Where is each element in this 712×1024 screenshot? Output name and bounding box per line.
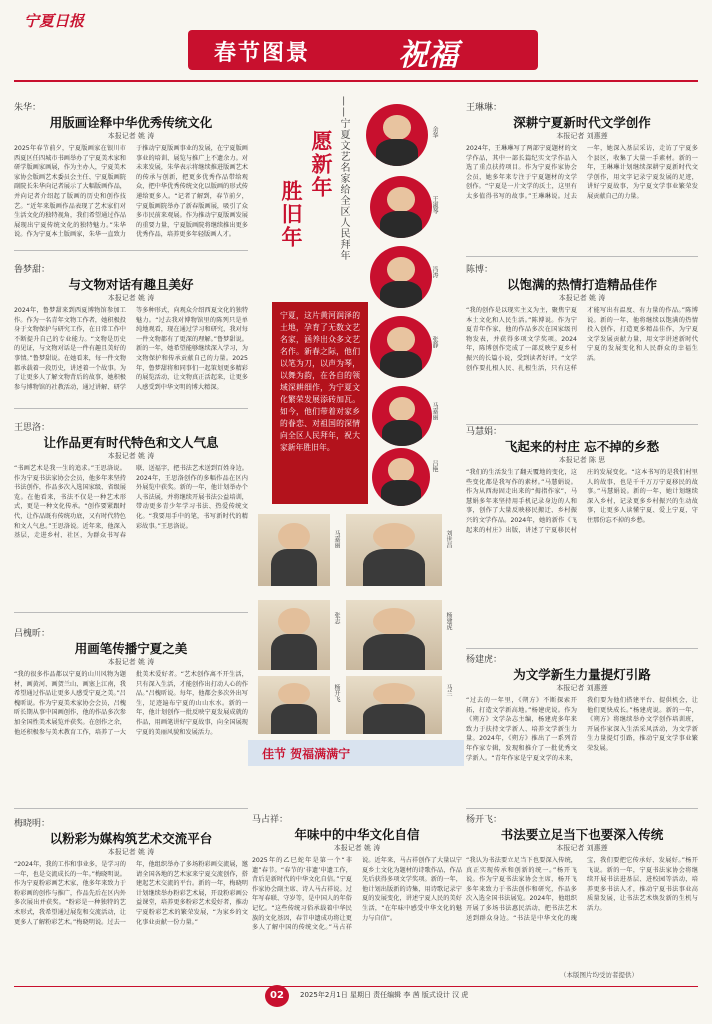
article-author: 陈博： xyxy=(466,265,494,275)
page-number: 02 xyxy=(265,985,289,1007)
footer-rule xyxy=(14,986,698,987)
headline-col-2: 胜旧年 xyxy=(279,180,304,249)
article-byline: 本报记者 刘惠莲 xyxy=(556,132,608,140)
article-author: 马占祥： xyxy=(252,815,289,825)
article-author: 杨开飞： xyxy=(466,815,503,825)
article-title: 年味中的中华文化自信 xyxy=(294,827,420,842)
article-author: 梅晓明： xyxy=(14,819,51,829)
article-byline: 本报记者 姚 涛 xyxy=(333,844,381,852)
article-body: “过去的一年里，《朔方》不断探索开拓，打造文学新高地。”杨建虎说。作为《朔方》文学杂志主编，杨建虎多年来致力于扶持文学新人、培养文学新生力量。2024年，《朔方》推出了一系列青年作家专辑，发现和推介了一批优秀文学新人。“青年作家是宁夏文学的未来，我们要为他们搭建平台、提供机会，让他们更快成长。”杨建虎说。新的一年，《朔方》将继续举办文学创作培训班，开展作家深入生活采风活动，为文学新生力量提灯引路，推动宁夏文学事业繁荣发展。 xyxy=(466,697,698,762)
article-title: 让作品更有时代特色和文人气息 xyxy=(43,435,219,450)
photo-caption: 马嘉丽 xyxy=(333,530,340,548)
article-body: 2025年春节前夕，宁夏版画家在银川市西夏区任四城市书画举办了宁夏美术家和研学版画家画展，作为主办人，宁夏美术家协会版画艺术委员会主任、宁夏版画院副院长朱华向记者展示了大幅版画作品，并向记者介绍起了版画的历史和创作技艺。“近年来版画作品表现了艺术家们对生活文化的独特视角，我们希望通过作品展现出宁夏传统文化的独特魅力。”朱华说。作为宁夏本土版画家，朱华一直致力于推动宁夏版画事业的发展，在宁夏版画事业的培训、展览与推广上不遗余力。对未来发展，朱华表示将继续推进版画艺术的传承与创新，把更多优秀作品带给观众，把中华优秀传统文化以版画的形式传递给更多人。“记者了解到，春节前夕，宁夏版画院举办了新春版画展，吸引了众多市民前来观展。作为推动宁夏版画发展的重要力量，宁夏版画院将继续推出更多优秀作品，培养更多年轻版画人才。 xyxy=(14,145,248,239)
header-rule xyxy=(14,80,698,82)
portrait-circle xyxy=(366,104,428,166)
article-yangjianhu xyxy=(466,652,698,804)
intro-box: 宁夏，这片黄河润泽的土地，孕育了无数文艺名家，涵养出众多文艺名作。新春之际，他们以笔为刀，以声为琴，以舞为韵，在各自的领域深耕细作，为宁夏文化繁荣发展添砖加瓦。如今，他们带着对家乡的眷恋、对祖国的深情向全区人民拜年，祝大家新年胜旧年。 xyxy=(272,302,368,504)
photo-portrait xyxy=(346,514,442,586)
divider xyxy=(466,256,698,257)
article-body: “我认为书法要立足当下也要深入传统，真正实现传承和创新的统一。”杨开飞说。作为宁夏书法家协会主席，杨开飞多年来致力于书法创作和研究，作品多次入选全国书法展览。2024年，他组织开展了多场书法惠民活动，把书法艺术送到群众身边。“书法是中华文化的瑰宝，我们要把它传承好、发展好。”杨开飞说。新的一年，宁夏书法家协会将继续开展书法进基层、进校园等活动，培养更多书法人才，推动宁夏书法事业高质量发展，让书法艺术焕发新的生机与活力。 xyxy=(466,857,698,922)
article-yangkaifei xyxy=(466,812,698,972)
article-mazhanxiang xyxy=(252,812,462,982)
portrait-circle xyxy=(372,448,430,506)
portrait-circle xyxy=(372,386,432,446)
article-lvhuaixin xyxy=(14,626,248,804)
article-author: 吕槐昕： xyxy=(14,629,51,639)
article-title: 用画笔传播宁夏之美 xyxy=(74,641,188,656)
article-author: 杨建虎： xyxy=(466,655,503,665)
photo-caption: 杨开飞 xyxy=(333,684,340,702)
article-title: 深耕宁夏新时代文学创作 xyxy=(513,115,651,130)
article-title: 飞起来的村庄 忘不掉的乡愁 xyxy=(504,439,660,454)
article-wanglinlin xyxy=(466,100,698,252)
footer-info: 2025年2月1日 星期日 责任编辑 李 茜 版式设计 汉 虎 xyxy=(300,991,469,999)
divider xyxy=(466,648,698,649)
article-title: 以饱满的热情打造精品佳作 xyxy=(506,277,657,292)
photo-caption: 杨建虎 xyxy=(445,612,452,630)
article-body: “我们的生活发生了翻天覆地的变化，这些变化都是我写作的素材。”马慧娟说。作为从西海固走出来的“拇指作家”，马慧娟多年来坚持用手机记录身边的人和事，创作了大量反映移民搬迁、乡村振兴的文学作品。2024年，她的新作《飞起来的村庄》出版，讲述了宁夏移民村庄的发展变化。“这本书写的是我们村里人的故事，也是千千万万宁夏移民的故事。”马慧娟说。新的一年，她计划继续深入乡村，记录更多乡村振兴的生动故事，让更多人读懂宁夏、爱上宁夏，守住那份忘不掉的乡愁。 xyxy=(466,469,698,534)
article-meixiaoming xyxy=(14,816,248,982)
article-byline: 本报记者 姚 涛 xyxy=(107,294,155,302)
article-body: “我的创作是以现实主义为主，聚焦宁夏本土文化和人民生活。”陈博说。作为宁夏青年作家，他的作品多次在国家级刊物发表，并获得多项文学奖项。2024年，陈博创作完成了一部反映宁夏乡村振兴的长篇小说，受到读者好评。“文学创作要扎根人民、扎根生活，只有这样才能写出有温度、有力量的作品。”陈博说。新的一年，他将继续以饱满的热情投入创作，打造更多精品佳作，为宁夏文学发展贡献力量，用文字讲述新时代宁夏的发展变化和人民群众的幸福生活。 xyxy=(466,307,698,372)
article-author: 朱华： xyxy=(14,103,42,113)
banner-title: 春节图景 xyxy=(214,40,311,66)
article-author: 马慧娟： xyxy=(466,427,503,437)
photo-caption: 马兰 xyxy=(445,684,452,696)
photo-portrait xyxy=(258,600,330,670)
article-body: “我的很多作品都以宁夏的山川风物为题材，画黄河、画贺兰山、画塞上江南，我希望通过作品让更多人感受宁夏之美。”吕槐昕说。作为宁夏美术家协会会员，吕槐昕长期从事中国画创作，他的作品多次参加全国性美术展览并获奖。在创作之余，他还积极参与美术教育工作，培养了一大批美术爱好者。“艺术创作离不开生活，只有深入生活，才能创作出打动人心的作品。”吕槐昕说。每年，他都会多次外出写生，足迹遍布宁夏的山山水水。新的一年，他计划创作一批反映宁夏发展成就的作品，用画笔讲好宁夏故事，向全国展现宁夏的美丽风貌和发展活力。 xyxy=(14,671,248,736)
article-title: 以粉彩为媒构筑艺术交流平台 xyxy=(49,831,213,846)
portrait-circle xyxy=(370,316,432,378)
article-byline: 本报记者 陈 思 xyxy=(558,456,606,464)
article-body: 2025年的乙巳蛇年是第一个“非遗”春节。“春节的‘非遗’申遗工作，背后是新时代的中华文化自信。”宁夏作家协会副主席、诗人马占祥说。过年写春联、守岁等，是中国人的年俗记忆。“这些传统习俗承载着中华民族的文化基因，春节申遗成功将让更多人了解中国的传统文化。”马占祥说。近年来，马占祥创作了大量以宁夏乡土文化为题材的诗歌作品，作品先后获得多项文学奖项。新的一年，他计划出版新的诗集，用诗歌记录宁夏的发展变化，讲述宁夏人民的美好生活，“在年味中感受中华文化的魅力与自信”。 xyxy=(252,857,462,932)
portrait-name: 张静 xyxy=(431,336,438,348)
portrait-name: 冯涛 xyxy=(431,266,438,278)
article-body: 2024年，王琳琳写了两部宁夏题材的文学作品，其中一部长篇纪实文学作品入选了重点扶持项目。作为宁夏作家协会会员，她多年来专注于宁夏题材的文学创作。“宁夏是一片文学的沃土，这里有太多值得书写的故事。”王琳琳说。过去一年，她深入基层采访，走访了宁夏多个县区，收集了大量一手素材。新的一年，王琳琳计划继续深耕宁夏新时代文学创作，用文字记录宁夏发展的足迹，讲好宁夏故事，为宁夏文学事业繁荣发展贡献自己的力量。 xyxy=(466,145,698,200)
portrait-name: 王淑琴 xyxy=(431,196,438,214)
fuchun-banner xyxy=(248,740,464,766)
article-title: 书法要立足当下也要深入传统 xyxy=(500,827,664,842)
portrait-name: 马嘉丽 xyxy=(431,402,438,420)
article-body: “2024年，我的工作和事业多，是学习的一年，也是交流成长的一年。”梅晓明说。作为宁夏粉彩画艺术家，他多年来致力于粉彩画的创作与推广，作品先后在区内外多次展出并获奖。“粉彩是一种独特的艺术形式，我希望通过展览和交流活动，让更多人了解粉彩艺术。”梅晓明说。过去一年，他组织举办了多场粉彩画交流展，邀请全国各地的艺术家来宁夏交流创作，搭建起艺术交流的平台。新的一年，梅晓明计划继续举办粉彩艺术展，开设粉彩画公益课堂，培养更多粉彩艺术爱好者，推动宁夏粉彩艺术的繁荣发展，“为家乡的文化事业贡献一份力量。” xyxy=(14,861,248,926)
portrait-name: 吕艳 xyxy=(431,460,438,472)
article-zhuhua xyxy=(14,100,248,246)
article-byline: 本报记者 姚 涛 xyxy=(107,132,155,140)
article-byline: 本报记者 姚 涛 xyxy=(558,294,606,302)
photo-portrait xyxy=(346,676,442,734)
divider xyxy=(14,250,248,251)
article-byline: 本报记者 刘惠莲 xyxy=(556,684,608,692)
banner-art-text: 祝福 xyxy=(398,38,458,73)
divider xyxy=(14,612,248,613)
photo-portrait xyxy=(258,514,330,586)
article-byline: 本报记者 刘惠莲 xyxy=(556,844,608,852)
article-byline: 本报记者 姚 涛 xyxy=(107,452,155,460)
article-author: 鲁梦甜： xyxy=(14,265,51,275)
article-title: 与文物对话有趣且美好 xyxy=(68,277,194,292)
portrait-name: 余华 xyxy=(431,126,438,138)
article-chenbo xyxy=(466,262,698,420)
article-author: 王琳琳： xyxy=(466,103,503,113)
fuchun-text: 佳节 贺福满满宁 xyxy=(262,747,351,761)
article-lumengtian xyxy=(14,262,248,404)
photo-caption: 刘世昌 xyxy=(445,530,452,548)
portrait-circle xyxy=(370,176,432,238)
divider xyxy=(466,808,698,809)
article-byline: 本报记者 姚 涛 xyxy=(107,848,155,856)
article-byline: 本报记者 姚 涛 xyxy=(107,658,155,666)
section-banner xyxy=(188,30,538,73)
article-author: 王思洛： xyxy=(14,423,51,433)
subheadline: ——宁夏文艺名家给全区人民拜年 xyxy=(338,96,349,261)
photo-caption: 张志 xyxy=(333,612,340,624)
article-body: 2024年，鲁梦甜来到西夏博物馆参加工作。作为一名青年文物工作者，她积极投身于文物保护与研究工作，在日常工作中不断提升自己的专业能力。“文物是历史的见证，与文物对话是一件有趣且美好的事情。”鲁梦甜说。在她看来，每一件文物都承载着一段历史，讲述着一个故事。为了让更多人了解文物背后的故事，她积极参与博物馆的社教活动，通过讲解、研学等多种形式，向观众介绍西夏文化的独特魅力。“过去我对博物馆里的陈列只是单纯地观看，现在通过学习和研究，我对每一件文物都有了更深的理解。”鲁梦甜说。新的一年，她希望能够继续深入学习，为文物保护和传承贡献自己的力量。2025年，鲁梦甜将和同事们一起策划更多精彩的展览活动，让文物真正活起来，让更多人感受到中华文明的博大精深。 xyxy=(14,307,248,391)
headline-col-1: 愿新年 xyxy=(309,130,334,199)
divider xyxy=(14,808,248,809)
photo-portrait xyxy=(258,676,330,734)
divider xyxy=(14,408,248,409)
portrait-circle xyxy=(370,246,432,308)
newspaper-masthead: 宁夏日报 xyxy=(24,12,85,30)
article-wangsiluo xyxy=(14,420,248,608)
photo-credit-note: （本版图片均受访者提供） xyxy=(560,971,638,979)
article-mahuijuan xyxy=(466,424,698,644)
photo-portrait xyxy=(346,600,442,670)
article-title: 为文学新生力量提灯引路 xyxy=(513,667,651,682)
article-body: “书画艺术是我一生的追求。”王思洛说。作为宁夏书法家协会会员，他多年来坚持书法创作，作品多次入选国家级、省级展览。在他看来，书法不仅是一种艺术形式，更是一种文化传承。“创作要紧跟时代，让作品既有传统功底，又有时代特色和文人气息。”王思洛说。近年来，他深入基层，走进乡村、社区，为群众书写春联、送福字，把书法艺术送到百姓身边。2024年，王思洛创作的多幅作品在区内外展览中获奖。新的一年，他计划举办个人书法展，并将继续开展书法公益培训，带动更多青少年学习书法、热爱传统文化。“我要用手中的笔，书写新时代的精彩故事。”王思洛说。 xyxy=(14,465,248,540)
article-title: 用版画诠释中华优秀传统文化 xyxy=(49,115,213,130)
